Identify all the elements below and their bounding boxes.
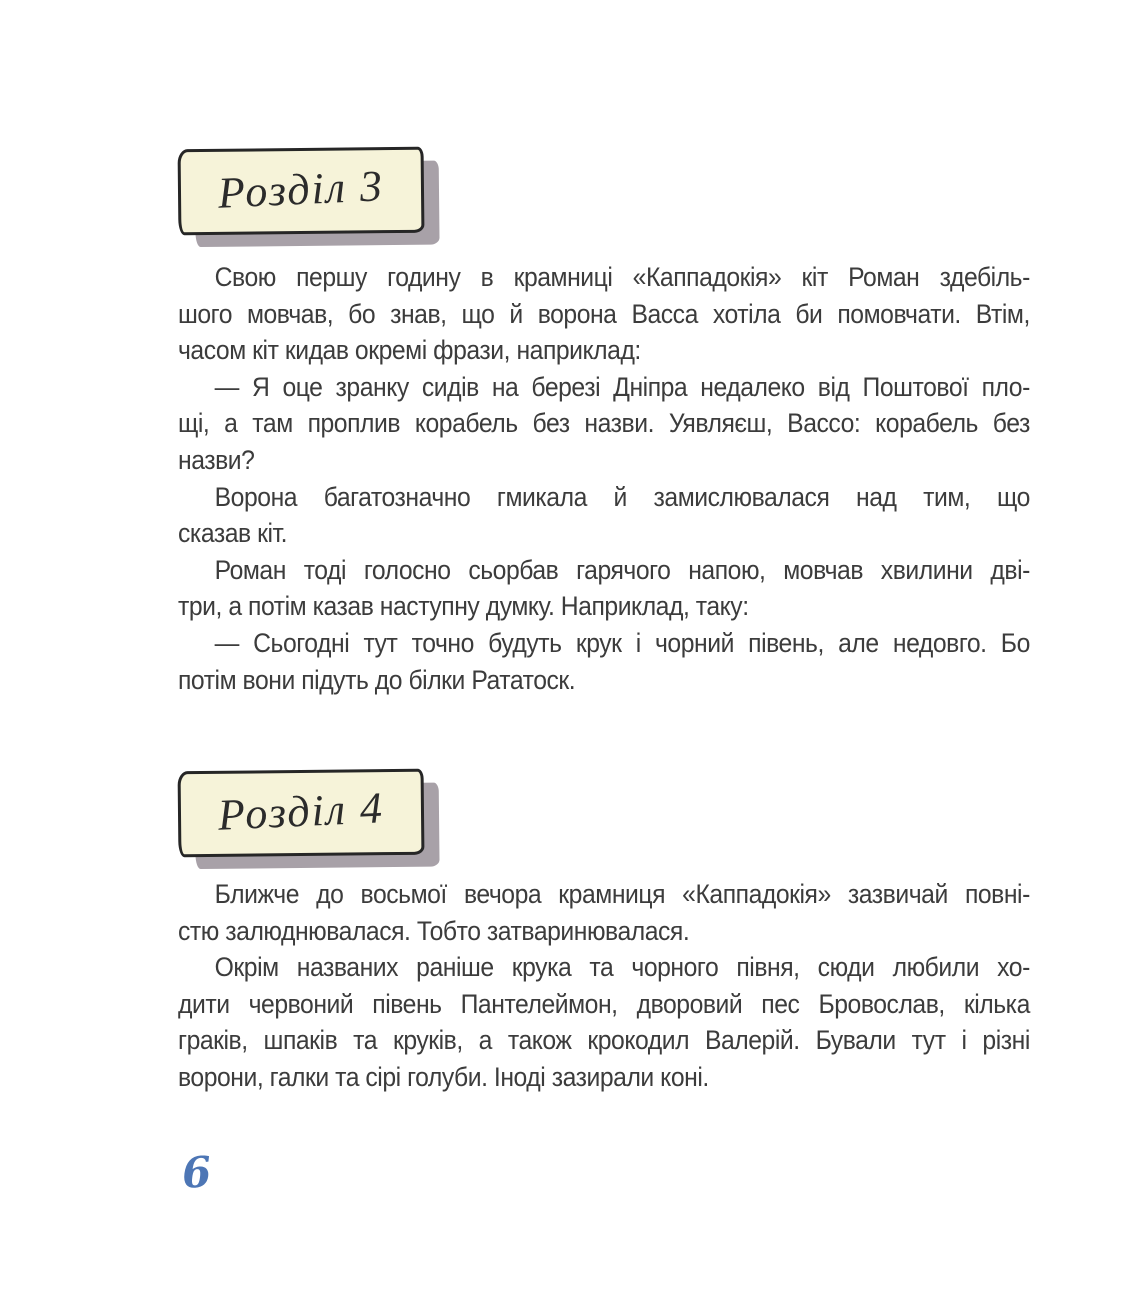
chapter-4-text [178, 876, 1030, 1096]
text-line: Окрім названих раніше крука та чорного півня, сюди любили хо- [214, 952, 1030, 983]
text-line: ворони, галки та сірі голуби. Іноді зазирали коні. [178, 1061, 709, 1092]
text-line: часом кіт кидав окремі фрази, наприклад: [178, 335, 641, 366]
text-line: Свою першу годину в крамниці «Каппадокія» кіт Роман здебіль- [214, 262, 1030, 292]
text-line: — Я оце зранку сидів на березі Дніпра недалеко від Поштової пло- [214, 371, 1030, 402]
text-line: — Сьогодні тут точно будуть крук і чорний півень, але недовго. Бо [214, 627, 1030, 658]
text-line: назви? [178, 444, 255, 475]
text-line: три, а потім казав наступну думку. Наприклад, таку: [178, 591, 749, 622]
text-line: стю залюднювалася. Тобто затваринювалася. [178, 915, 690, 946]
chapter-4-title: Розділ 4 [216, 782, 385, 840]
text-line: дити червоний півень Пантелеймон, дворовий пес Бровослав, кілька [178, 988, 1030, 1019]
chapter-3-text [178, 259, 1030, 698]
chapter-3-title: Розділ 3 [216, 160, 385, 218]
text-line: граків, шпаків та круків, а також крокодил Валерій. Бували тут і різні [178, 1025, 1030, 1056]
text-line: Роман тоді голосно сьорбав гарячого напою, мовчав хвилини дві- [214, 554, 1030, 585]
text-line: потім вони підуть до білки Рататоск. [178, 664, 576, 695]
page-number: 6 [180, 1147, 213, 1198]
text-line: шого мовчав, бо знав, що й ворона Васса хотіла би помовчати. Втім, [178, 298, 1030, 329]
chapter-3-card [178, 147, 425, 236]
text-line: щі, а там проплив корабель без назви. Уявляєш, Вассо: корабель без [178, 408, 1030, 439]
chapter-4-card [178, 769, 425, 858]
text-line: Ближче до восьмої вечора крамниця «Каппадокія» зазвичай повні- [214, 879, 1030, 909]
text-line: сказав кіт. [178, 518, 288, 549]
text-line: Ворона багатозначно гмикала й замислювалася над тим, що [214, 481, 1030, 512]
